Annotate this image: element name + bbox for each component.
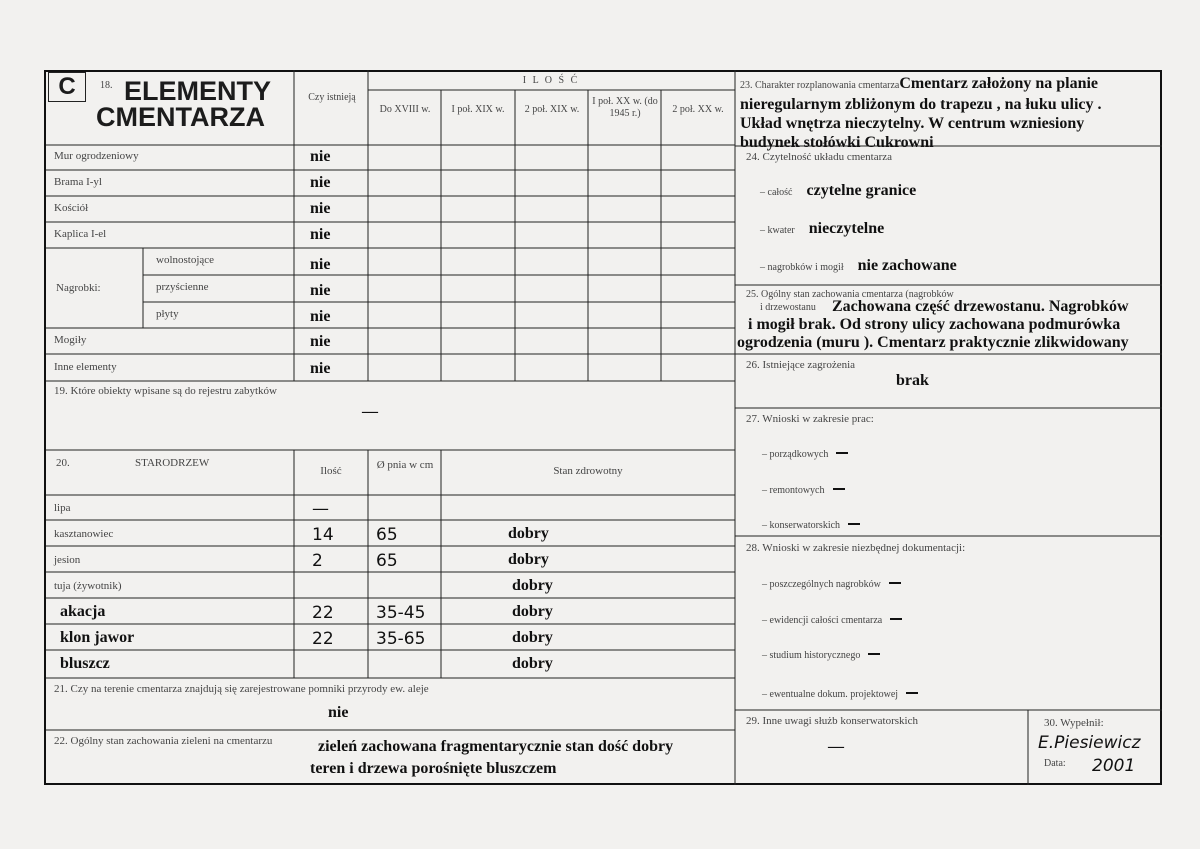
s24-item-label: – kwater [760,225,795,236]
tree-diameter: 65 [376,551,398,571]
s24-item [760,257,957,275]
s27-item-label: – konserwatorskich [762,520,841,531]
row-label: Brama I-yl [54,176,102,188]
s28-item-label: – poszczególnych nagrobków [762,579,881,590]
s28-label: 28. Wnioski w zakresie niezbędnej dokumentacji: [746,542,966,554]
dash-mark [848,523,860,525]
tree-species: tuja (żywotnik) [54,580,122,592]
card-letter: C [58,73,76,100]
s23-line3: Układ wnętrza nieczytelny. W centrum wzniesiony [740,115,1085,132]
s20-col-qty: Ilość [320,465,342,477]
exists-header: Czy istnieją [308,92,356,103]
nagrobki-value: nie [310,308,331,325]
s24-item [760,182,916,200]
s28-item [762,574,901,592]
s27-item-label: – porządkowych [762,449,829,460]
s28-item-label: – studium historycznego [762,650,861,661]
dash-mark [868,653,880,655]
tree-qty: 2 [312,551,323,571]
s20-col-state: Stan zdrowotny [553,465,623,477]
s24-item-value: nie zachowane [857,257,957,274]
s28-item-label: – ewentualne dokum. projektowej [762,689,899,700]
tree-state: dobry [508,551,549,568]
s27-item [762,444,848,462]
filled-by-signature: E.Piesiewicz [1038,733,1141,753]
row-value: nie [310,226,331,243]
s21-label: 21. Czy na terenie cmentarza znajdują się zarejestrowane pomniki przyrody ew. aleje [54,683,429,695]
title-line2: CMENTARZA [96,102,265,132]
s25-label2: i drzewostanu [760,302,816,313]
s19-value: — [362,403,378,420]
nagrobki-type: przyścienne [156,281,209,293]
s23-line4: budynek stołówki Cukrowni [740,134,934,151]
tree-qty: 22 [312,603,334,623]
period-header: I poł. XX w. (do 1945 r.) [592,96,658,119]
s27-item-label: – remontowych [762,485,825,496]
s24-item-value: nieczytelne [808,220,885,237]
title-line1: ELEMENTY [124,76,272,106]
period-header: Do XVIII w. [379,104,431,115]
row-label: Inne elementy [54,361,117,373]
tree-diameter: 35-45 [376,603,426,623]
tree-state: dobry [512,655,553,672]
s28-item [762,610,902,628]
quantity-header: I L O Ś Ć [522,75,580,86]
s20-col-diam: Ø pnia w cm [376,459,434,471]
tree-species: bluszcz [60,655,110,672]
dash-mark [889,582,901,584]
tree-species: kasztanowiec [54,528,114,540]
s25-label1: 25. Ogólny stan zachowania cmentarza (nagrobków [746,289,954,300]
row-value: nie [310,148,331,165]
period-header: 2 poł. XIX w. [524,104,580,115]
s20-title: STARODRZEW [135,457,210,469]
tree-diameter: 65 [376,525,398,545]
s28-item [762,645,880,663]
s23-line1: Cmentarz założony na planie [899,75,1099,92]
s25-line1: Zachowana część drzewostanu. Nagrobków [832,298,1129,315]
nagrobki-value: nie [310,282,331,299]
row-label: Mogiły [54,334,87,346]
tree-qty: 22 [312,629,334,649]
s24-item-value: czytelne granice [806,182,917,199]
s22-line2: teren i drzewa porośnięte bluszczem [310,760,557,777]
nagrobki-type: płyty [156,308,179,320]
s19-label: 19. Które obiekty wpisane są do rejestru zabytków [54,385,277,397]
tree-species: akacja [60,603,106,620]
date-value: 2001 [1092,756,1136,776]
s27-item [762,480,845,498]
nagrobki-value: nie [310,256,331,273]
s28-item [762,684,918,702]
s29-value: — [828,738,844,755]
s25-line3: ogrodzenia (muru ). Cmentarz praktycznie zlikwidowany [737,334,1129,351]
s27-item [762,515,860,533]
row-label: Kościół [54,202,89,214]
s24-item-label: – całość [760,187,793,198]
s24-item [760,220,884,238]
s23-line2: nieregularnym zbliżonym do trapezu , na łuku ulicy . [740,96,1102,113]
s23-label: 23. Charakter rozplanowania cmentarza [740,80,900,91]
row-value: nie [310,200,331,217]
s25-line2: i mogił brak. Od strony ulicy zachowana podmurówka [748,316,1121,333]
nagrobki-label: Nagrobki: [56,282,101,294]
tree-species: jesion [54,554,81,566]
tree-species: klon jawor [60,629,135,646]
s21-value: nie [328,704,349,721]
dash-mark [906,692,918,694]
tree-qty: 14 [312,525,334,545]
tree-species: lipa [54,502,71,514]
tree-diameter: 35-65 [376,629,426,649]
tree-state: dobry [508,525,549,542]
dash-mark [833,488,845,490]
date-label: Data: [1044,758,1066,769]
nagrobki-type: wolnostojące [156,254,215,266]
row-label: Kaplica I-el [54,228,107,240]
tree-state: dobry [512,577,553,594]
period-header: I poł. XIX w. [451,104,505,115]
s23-block [740,74,1160,152]
tree-state: dobry [512,603,553,620]
row-label: Mur ogrodzeniowy [54,150,139,162]
s27-label: 27. Wnioski w zakresie prac: [746,413,874,425]
section-18-number: 18. [100,80,113,91]
s30-label: 30. Wypełnił: [1044,717,1104,729]
s26-label: 26. Istniejące zagrożenia [746,359,856,371]
dash-mark [836,452,848,454]
row-value: nie [310,360,331,377]
s26-value: brak [896,372,929,389]
s28-item-label: – ewidencji całości cmentarza [762,615,883,626]
row-value: nie [310,333,331,350]
row-value: nie [310,174,331,191]
s22-label: 22. Ogólny stan zachowania zieleni na cmentarzu [54,735,273,747]
s24-item-label: – nagrobków i mogił [760,262,844,273]
s20-number: 20. [56,457,70,469]
s22-line1: zieleń zachowana fragmentarycznie stan dość dobry [318,738,674,755]
s24-label: 24. Czytelność układu cmentarza [746,151,893,163]
tree-qty: — [312,499,329,519]
s29-label: 29. Inne uwagi służb konserwatorskich [746,715,918,727]
tree-state: dobry [512,629,553,646]
period-header: 2 poł. XX w. [672,104,724,115]
dash-mark [890,618,902,620]
